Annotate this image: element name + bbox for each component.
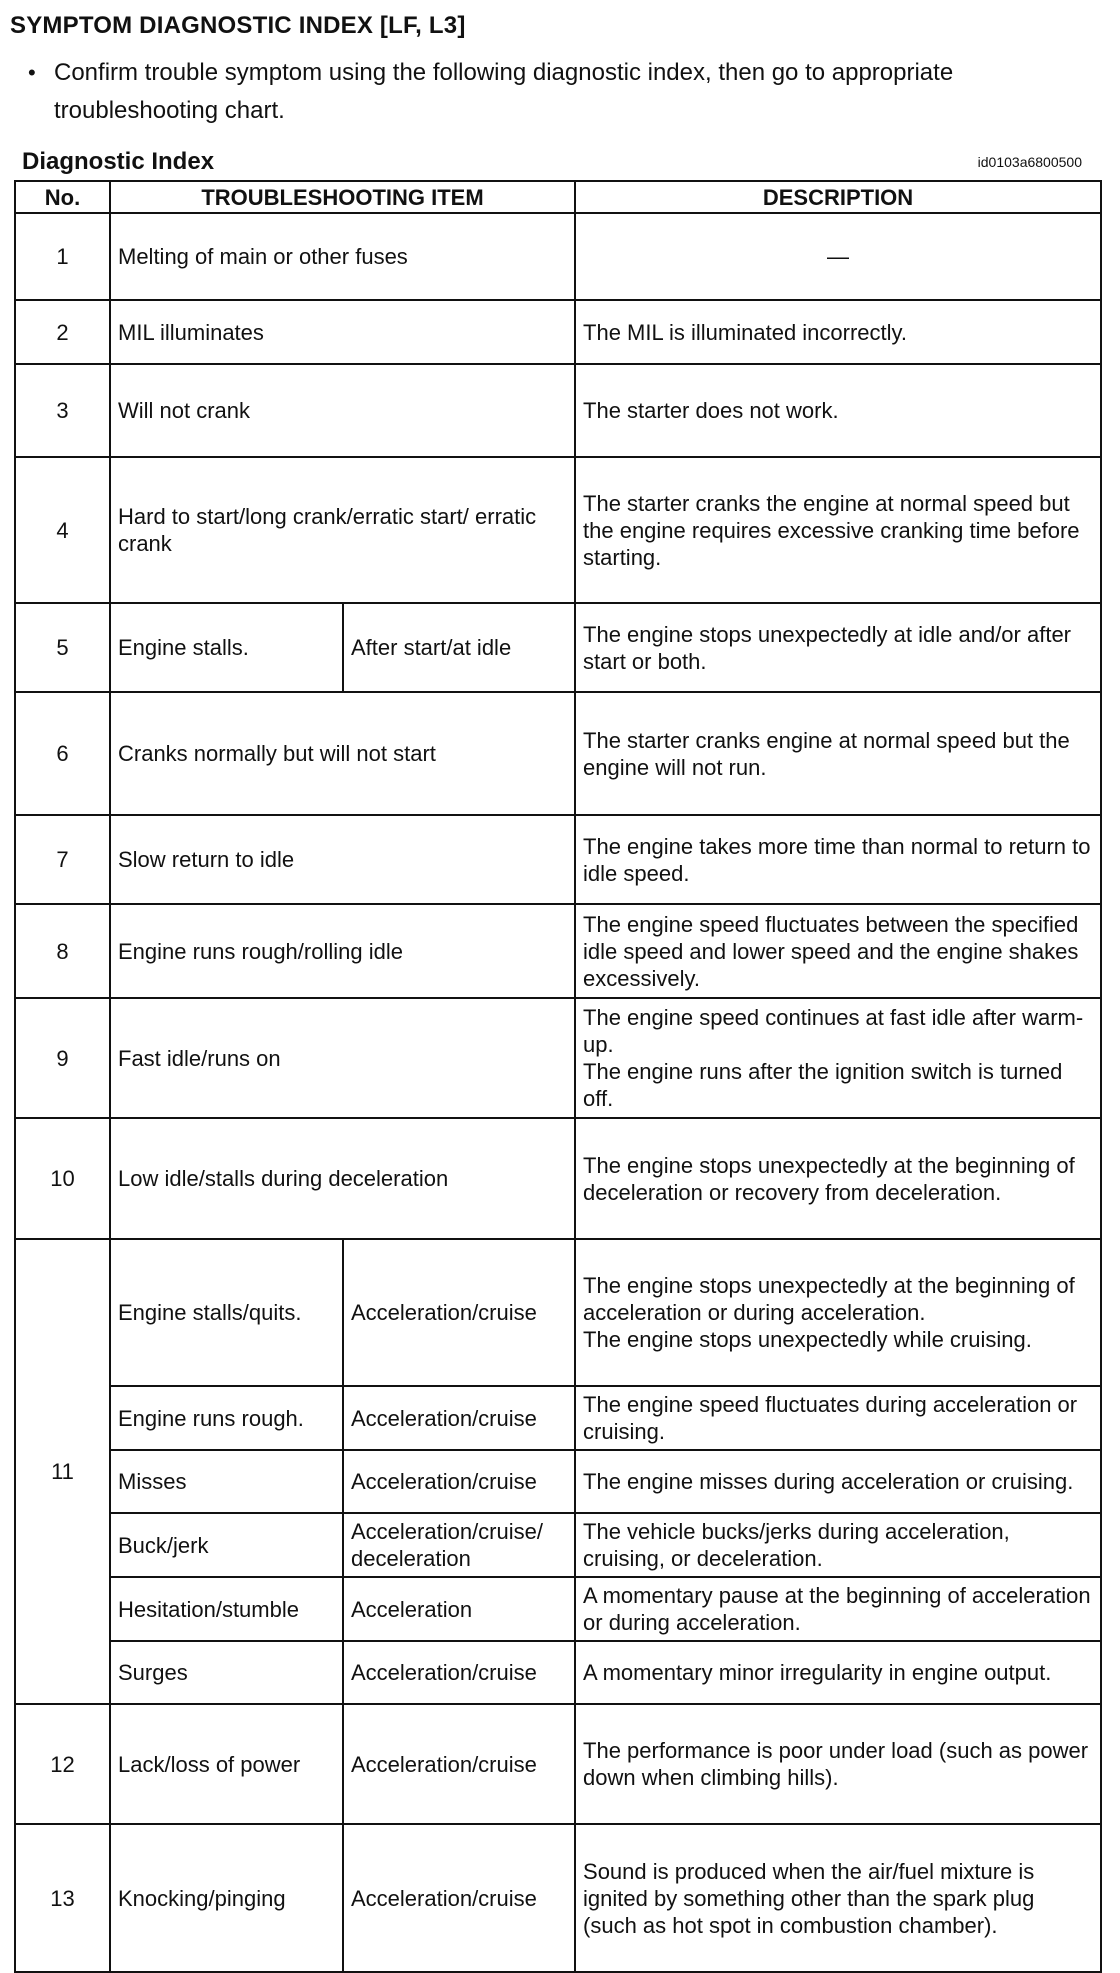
row-no: 12: [15, 1704, 110, 1824]
row-condition: Acceleration: [343, 1577, 575, 1641]
table-row: [15, 904, 1101, 998]
row-condition: Acceleration/cruise: [343, 1386, 575, 1450]
row-condition: Acceleration/cruise: [343, 1824, 575, 1972]
row-no: 13: [15, 1824, 110, 1972]
table-row: [15, 364, 1101, 457]
row-description: The starter does not work.: [575, 364, 1101, 457]
description-line: The engine stops unexpectedly at the beginning of acceleration or during acceleration.: [583, 1273, 1075, 1325]
header-item: TROUBLESHOOTING ITEM: [110, 181, 575, 213]
row-description: The engine stops unexpectedly at idle and/or after start or both.: [575, 603, 1101, 692]
description-line: The engine speed continues at fast idle after warm-up.: [583, 1005, 1084, 1057]
table-header-row: [15, 181, 1101, 213]
table-row: [15, 300, 1101, 364]
row-description: A momentary minor irregularity in engine output.: [575, 1641, 1101, 1704]
row-description: The starter cranks engine at normal speed but the engine will not run.: [575, 692, 1101, 815]
row-condition: Acceleration/cruise/ deceleration: [343, 1513, 575, 1577]
row-item: Misses: [110, 1450, 343, 1513]
row-description: The starter cranks the engine at normal speed but the engine requires excessive cranking time before starting.: [575, 457, 1101, 603]
row-description: The performance is poor under load (such as power down when climbing hills).: [575, 1704, 1101, 1824]
row-description: Sound is produced when the air/fuel mixture is ignited by something other than the spark plug (such as hot spot in combustion chamber).: [575, 1824, 1101, 1972]
row-description: —: [575, 213, 1101, 300]
row-no: 8: [15, 904, 110, 998]
table-row: [15, 457, 1101, 603]
row-description: The engine stops unexpectedly at the beginning of deceleration or recovery from deceleration.: [575, 1118, 1101, 1239]
row-condition: Acceleration/cruise: [343, 1704, 575, 1824]
row-item: Surges: [110, 1641, 343, 1704]
table-row: [15, 815, 1101, 904]
row-description: The MIL is illuminated incorrectly.: [575, 300, 1101, 364]
intro-text: Confirm trouble symptom using the following diagnostic index, then go to appropriate troubleshooting chart.: [54, 59, 954, 124]
row-condition: Acceleration/cruise: [343, 1450, 575, 1513]
table-row: [15, 998, 1101, 1118]
row-item: Engine stalls.: [110, 603, 343, 692]
row-item: Engine runs rough/rolling idle: [110, 904, 575, 998]
row-item: Lack/loss of power: [110, 1704, 343, 1824]
row-item: Low idle/stalls during deceleration: [110, 1118, 575, 1239]
row-description: The engine speed fluctuates between the specified idle speed and lower speed and the engine shakes excessively.: [575, 904, 1101, 998]
row-description: The engine misses during acceleration or cruising.: [575, 1450, 1101, 1513]
table-row: [15, 603, 1101, 692]
row-item: Melting of main or other fuses: [110, 213, 575, 300]
row-item: Will not crank: [110, 364, 575, 457]
header-no: No.: [15, 181, 110, 213]
intro-bullet: [28, 54, 1068, 130]
row-condition: After start/at idle: [343, 603, 575, 692]
table-row: [15, 1641, 1101, 1704]
table-row: [15, 1704, 1101, 1824]
table-row: [15, 1824, 1101, 1972]
table-row: [15, 1513, 1101, 1577]
description-line: The engine stops unexpectedly while cruising.: [583, 1327, 1032, 1352]
description-line: The engine runs after the ignition switch is turned off.: [583, 1059, 1063, 1111]
row-description: A momentary pause at the beginning of acceleration or during acceleration.: [575, 1577, 1101, 1641]
table-row: [15, 1450, 1101, 1513]
row-no: 9: [15, 998, 110, 1118]
row-no: 5: [15, 603, 110, 692]
row-no: 7: [15, 815, 110, 904]
row-description: The engine takes more time than normal to return to idle speed.: [575, 815, 1101, 904]
row-no: 10: [15, 1118, 110, 1239]
row-description: [575, 1239, 1101, 1386]
row-item: Hesitation/stumble: [110, 1577, 343, 1641]
table-row: [15, 1386, 1101, 1450]
section-title: SYMPTOM DIAGNOSTIC INDEX [LF, L3]: [10, 12, 466, 39]
table-row: [15, 1577, 1101, 1641]
row-item: Engine runs rough.: [110, 1386, 343, 1450]
index-title: Diagnostic Index: [22, 148, 215, 175]
row-condition: Acceleration/cruise: [343, 1239, 575, 1386]
row-no: 2: [15, 300, 110, 364]
row-item: Hard to start/long crank/erratic start/ erratic crank: [110, 457, 575, 603]
row-no: 4: [15, 457, 110, 603]
row-item: Cranks normally but will not start: [110, 692, 575, 815]
table-row: [15, 1239, 1101, 1386]
row-no: 3: [15, 364, 110, 457]
row-no: 6: [15, 692, 110, 815]
row-item: Buck/jerk: [110, 1513, 343, 1577]
index-id: id0103a6800500: [977, 154, 1082, 170]
table-row: [15, 213, 1101, 300]
row-item: Slow return to idle: [110, 815, 575, 904]
table-row: [15, 692, 1101, 815]
bullet-dot-icon: •: [28, 60, 36, 85]
row-description: The vehicle bucks/jerks during acceleration, cruising, or deceleration.: [575, 1513, 1101, 1577]
diagnostic-index-table: [14, 180, 1102, 1973]
header-description: DESCRIPTION: [575, 181, 1101, 213]
row-description: The engine speed fluctuates during acceleration or cruising.: [575, 1386, 1101, 1450]
row-item: Fast idle/runs on: [110, 998, 575, 1118]
row-item: Knocking/pinging: [110, 1824, 343, 1972]
table-row: [15, 1118, 1101, 1239]
row-item: MIL illuminates: [110, 300, 575, 364]
row-no: 11: [15, 1239, 110, 1704]
row-condition: Acceleration/cruise: [343, 1641, 575, 1704]
row-no: 1: [15, 213, 110, 300]
row-item: Engine stalls/quits.: [110, 1239, 343, 1386]
row-description: [575, 998, 1101, 1118]
